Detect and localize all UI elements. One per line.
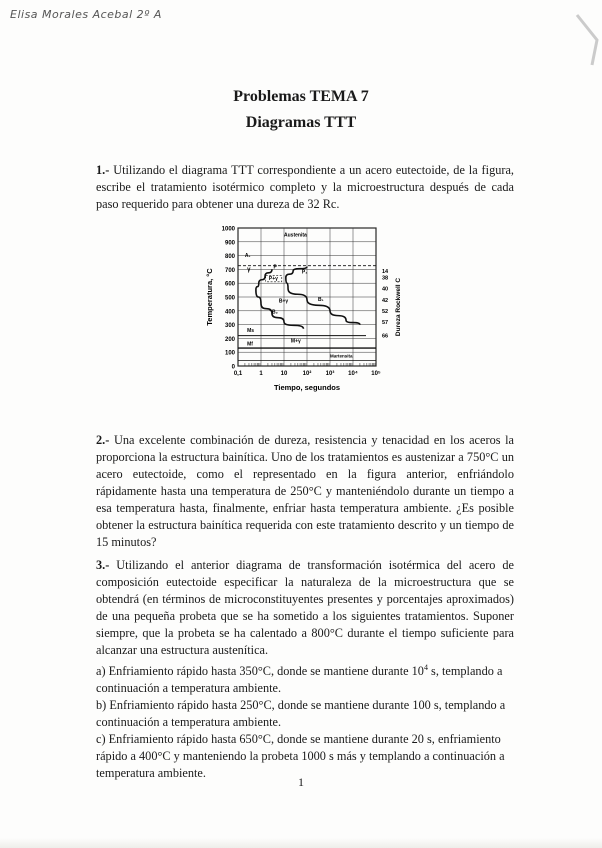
problem-3-number: 3.- (96, 558, 110, 572)
region-label: B₂ (271, 309, 278, 316)
region-label: A₁ (244, 252, 251, 259)
region-label: Martensita (330, 353, 353, 359)
page-number: 1 (298, 775, 304, 789)
right-tick-label: 14 (382, 268, 389, 275)
page-subtitle: Diagramas TTT (245, 114, 357, 131)
problem-3-a-text: a) Enfriamiento rápido hasta 350°C, donde se mantiene durante 10 (96, 664, 424, 679)
right-axis-title: Dureza Rockwell C (395, 277, 402, 337)
y-tick-label: 800 (224, 254, 235, 261)
problem-2-text: Una excelente combinación de dureza, resistencia y tenacidad en los aceros la proporciona la estructura bainítica. Uno de los tratamientos es austenizar a 750°C un acero eutectoide, como el representado en la figura anterior, enfriándolo rápidamente hasta una temperatura de 250°C y manteniéndolo durante un tiempo a esa temperatura hasta, finalmente, enfriar hasta temperatura ambiente. ¿Es posible obtener la estructura bainítica requerida con este tratamiento descrito y un tiempo de 15 minutos? (96, 433, 514, 549)
region-label: M+γ (290, 338, 301, 345)
right-tick-label: 66 (382, 333, 389, 340)
region-label: B+γ (278, 298, 289, 305)
problem-3-a (96, 659, 514, 697)
problem-1 (96, 162, 514, 213)
problem-3-a-exponent: 4 (423, 663, 428, 672)
region-label: Austenita (284, 232, 307, 239)
region-label: Ms (247, 328, 255, 335)
region-label: P₁ (301, 269, 308, 276)
y-tick-label: 1000 (221, 226, 235, 233)
ttt-chart (200, 222, 430, 422)
right-tick-label: 38 (382, 275, 389, 282)
y-tick-label: 500 (224, 295, 235, 302)
problem-1-number: 1.- (96, 163, 110, 177)
region-label: P (273, 264, 277, 271)
y-tick-label: 600 (224, 281, 235, 288)
region-label: Mf (247, 341, 253, 348)
handwritten-name: Elisa Morales Acebal 2º A (10, 8, 162, 21)
region-label: P+γ (268, 275, 278, 282)
x-tick-label: 10² (302, 371, 312, 377)
x-tick-label: 10⁵ (371, 371, 381, 377)
y-tick-label: 200 (224, 336, 235, 343)
problem-3-a-rest: s, templando a continuación a temperatura ambiente. (96, 664, 503, 696)
x-tick-label: 10⁴ (348, 371, 358, 377)
right-tick-label: 57 (382, 319, 389, 326)
problem-3-intro (96, 557, 514, 659)
staple-shadow-icon (562, 10, 602, 70)
x-tick-label: 1 (259, 371, 263, 377)
right-tick-label: 40 (382, 286, 389, 293)
region-label: γ (247, 266, 251, 273)
problem-3-text: Utilizando el anterior diagrama de transformación isotérmica del acero de composición eutectoide especificar la naturaleza de la microestructura que se obtendrá (en términos de microconstituyentes presentes y porcentajes aproximados) de una pequeña probeta que se ha sometido a los siguientes tratamientos. Suponer siempre, que la probeta se ha calentado a 800°C durante el tiempo suficiente para alcanzar una estructura austenítica. (96, 558, 514, 657)
x-tick-label: 10³ (325, 371, 335, 377)
problem-3 (96, 557, 514, 782)
x-tick-label: 10 (280, 371, 288, 377)
y-tick-label: 900 (224, 240, 235, 247)
y-tick-label: 400 (224, 309, 235, 316)
scan-edge (0, 838, 602, 848)
region-label: B₁ (317, 297, 324, 304)
problem-3-c: c) Enfriamiento rápido hasta 650°C, donde se mantiene durante 20 s, enfriamiento rápido a 400°C y manteniendo la probeta 1000 s más y templando a continuación a temperatura ambiente. (96, 732, 505, 781)
page-title: Problemas TEMA 7 (233, 88, 369, 105)
x-tick-label: 0,1 (233, 371, 243, 377)
x-axis-title: Tiempo, segundos (273, 383, 341, 392)
curve-end (286, 267, 360, 325)
y-tick-label: 0 (231, 364, 235, 371)
problem-1-text: Utilizando el diagrama TTT correspondiente a un acero eutectoide, de la figura, escribe el tratamiento isotérmico completo y la microestructura después de cada paso requerido para obtener una dureza de 32 Rc. (96, 163, 514, 211)
problem-3-b: b) Enfriamiento rápido hasta 250°C, donde se mantiene durante 100 s, templando a continuación a temperatura ambiente. (96, 698, 506, 730)
y-axis-title: Temperatura, °C (205, 268, 214, 326)
right-tick-label: 52 (382, 308, 389, 315)
y-tick-label: 300 (224, 323, 235, 330)
right-tick-label: 42 (382, 297, 389, 304)
y-tick-label: 100 (224, 350, 235, 357)
problem-2-number: 2.- (96, 433, 110, 447)
y-tick-label: 700 (224, 267, 235, 274)
problem-2 (96, 432, 514, 551)
